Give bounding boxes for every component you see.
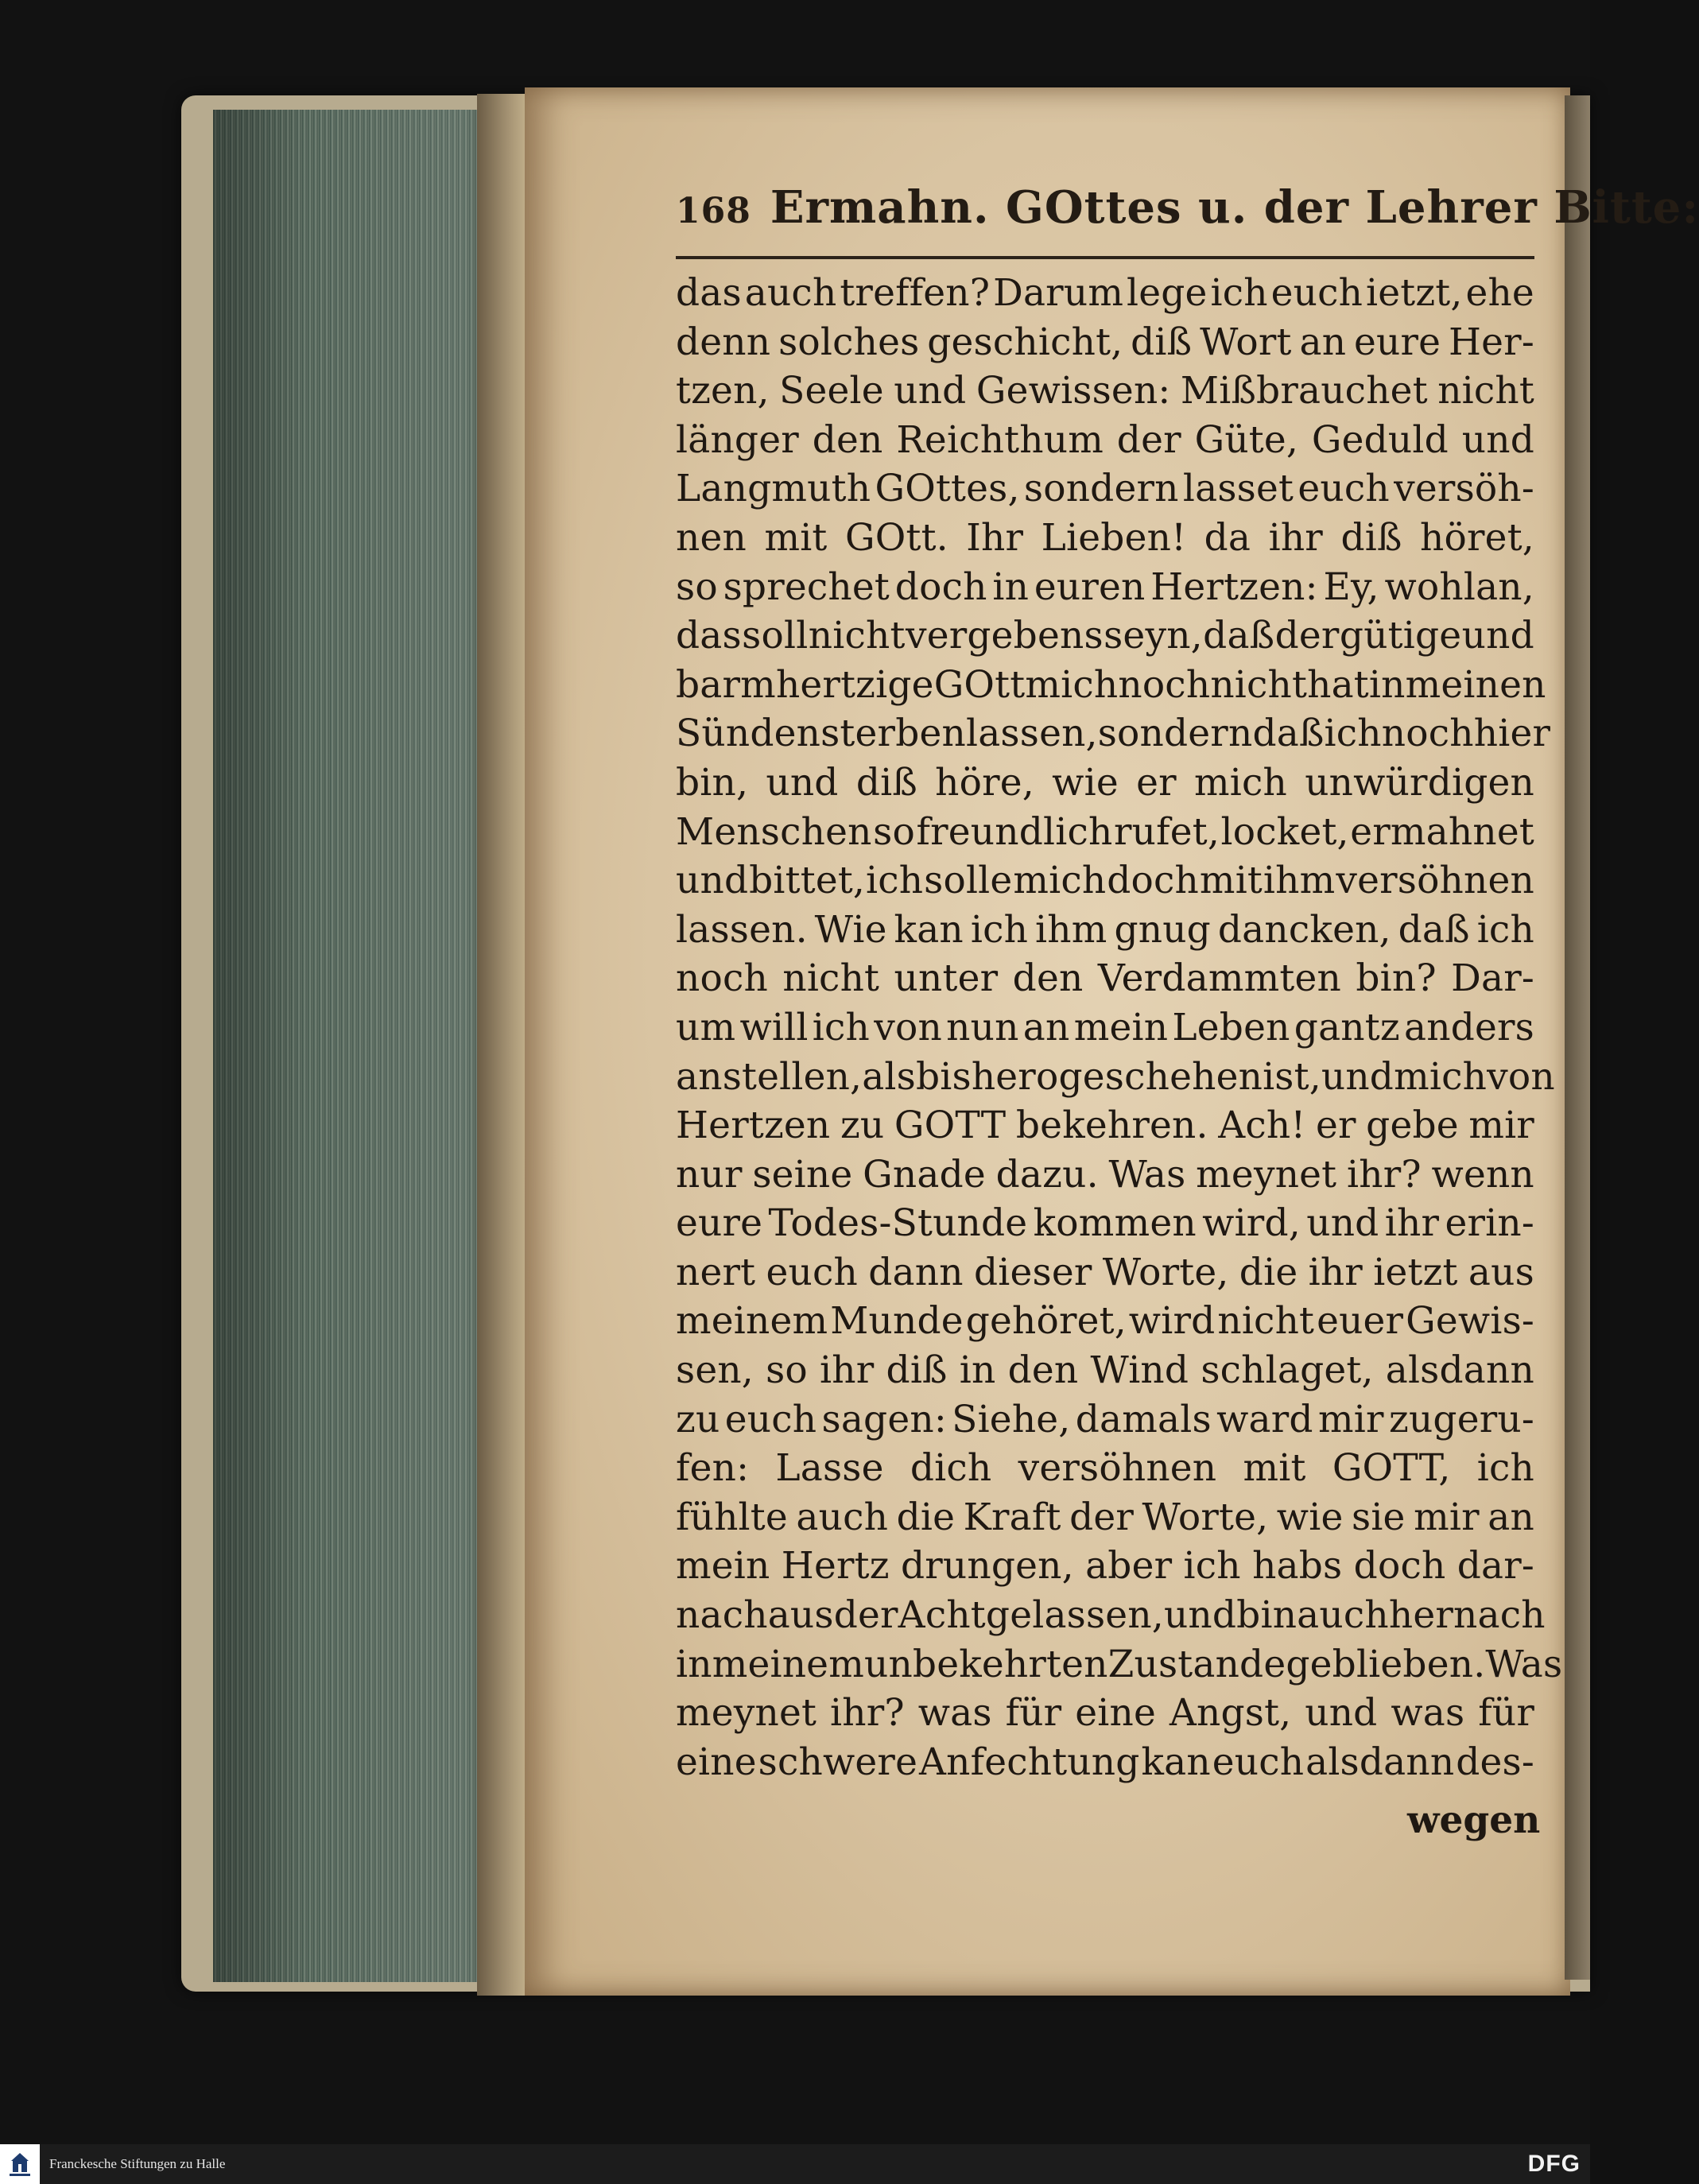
text-line: das soll nicht vergebens seyn, daß der gütige und <box>676 614 1534 658</box>
text-line: Langmuth GOttes, sondern lasset euch versöh- <box>676 467 1534 511</box>
text-line: mein Hertz drungen, aber ich habs doch dar- <box>676 1544 1534 1589</box>
text-line: eine schwere Anfechtung kan euch alsdann des- <box>676 1740 1534 1784</box>
text-line: um will ich von nun an mein Leben gantz anders <box>676 1005 1534 1049</box>
text-line: noch nicht unter den Verdammten bin? Dar- <box>676 956 1534 1001</box>
institution-name[interactable]: Franckesche Stiftungen zu Halle <box>49 2156 226 2171</box>
running-title: Ermahn. GOttes u. der Lehrer Bitte: <box>770 181 1699 234</box>
text-line: Menschen so freundlich rufet, locket, ermahnet <box>676 809 1534 854</box>
text-line: meinem Munde gehöret, wird nicht euer Gewis- <box>676 1299 1534 1344</box>
footer-bar <box>0 2144 1590 2184</box>
catchword: wegen <box>1407 1798 1541 1842</box>
text-line: lassen. Wie kan ich ihm gnug dancken, daß ich <box>676 907 1534 952</box>
text-line: länger den Reichthum der Güte, Geduld und <box>676 417 1534 462</box>
institution-logo-icon[interactable] <box>0 2144 40 2184</box>
text-line: Sünden sterben lassen, sondern daß ich noch hier <box>676 712 1551 756</box>
text-line: in meinem unbekehrten Zustande geblieben. Was <box>676 1642 1563 1686</box>
page-number: 168 <box>676 191 751 231</box>
text-line: anstellen, als bishero geschehen ist, und mich von <box>676 1054 1555 1099</box>
text-line: eure Todes-Stunde kommen wird, und ihr erin- <box>676 1201 1534 1246</box>
text-line: meynet ihr? was für eine Angst, und was für <box>676 1691 1534 1736</box>
text-line: fühlte auch die Kraft der Worte, wie sie mir an <box>676 1495 1534 1539</box>
text-line: denn solches geschicht, diß Wort an eure Her- <box>676 320 1534 364</box>
text-line: nen mit GOtt. Ihr Lieben! da ihr diß höret, <box>676 515 1534 560</box>
text-line: nach aus der Acht gelassen, und bin auch hernach <box>676 1593 1546 1638</box>
book-spine-edge <box>1565 95 1590 1980</box>
text-line: das auch treffen? Darum lege ich euch ietzt, ehe <box>676 271 1534 315</box>
text-line: und bittet, ich solle mich doch mit ihm versöhnen <box>676 859 1534 903</box>
running-head <box>676 181 1699 245</box>
text-line: sen, so ihr diß in den Wind schlaget, alsdann <box>676 1348 1534 1393</box>
text-line: so sprechet doch in euren Hertzen: Ey, wohlan, <box>676 564 1534 609</box>
text-line: fen: Lasse dich versöhnen mit GOTT, ich <box>676 1446 1534 1491</box>
text-line: bin, und diß höre, wie er mich unwürdigen <box>676 760 1534 805</box>
body-text <box>676 269 1563 1786</box>
text-line: nert euch dann dieser Worte, die ihr ietzt aus <box>676 1250 1534 1294</box>
text-line: zu euch sagen: Siehe, damals ward mir zugeru- <box>676 1397 1534 1441</box>
dfg-logo[interactable]: DFG <box>1527 2151 1581 2177</box>
text-line: barmhertzige GOtt mich noch nicht hat in meinen <box>676 662 1546 707</box>
text-line: Hertzen zu GOTT bekehren. Ach! er gebe mir <box>676 1104 1534 1148</box>
text-line: tzen, Seele und Gewissen: Mißbrauchet nicht <box>676 369 1534 413</box>
header-rule <box>676 256 1534 259</box>
text-line: nur seine Gnade dazu. Was meynet ihr? wenn <box>676 1152 1534 1197</box>
